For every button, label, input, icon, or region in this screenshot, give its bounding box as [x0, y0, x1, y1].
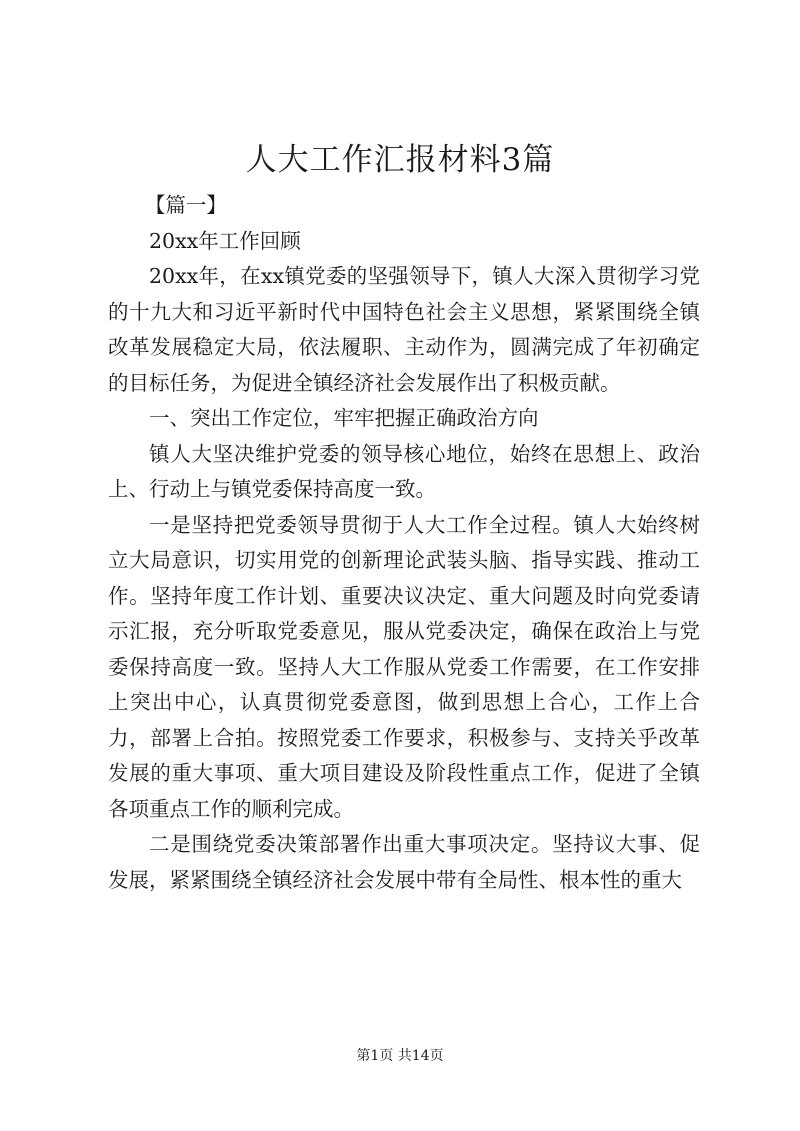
paragraph: 一是坚持把党委领导贯彻于人大工作全过程。镇人大始终树立大局意识，切实用党的创新理论武装头脑、指导实践、推动工作。坚持年度工作计划、重要决议决定、重大问题及时向党委请示汇报，充分听取党委意见，服从党委决定，确保在政治上与党委保持高度一致。坚持人大工作服从党委工作需要，在工作安排上突出中心，认真贯彻党委意图，做到思想上合心，工作上合力，部署上合拍。按照党委工作要求，积极参与、支持关乎改革发展的重大事项、重大项目建设及阶段性重点工作，促进了全镇各项重点工作的顺利完成。 — [108, 512, 700, 821]
paragraph: 镇人大坚决维护党委的领导核心地位，始终在思想上、政治上、行动上与镇党委保持高度一致。 — [108, 441, 700, 501]
section-label: 【篇一】 — [144, 193, 227, 217]
document-body — [108, 188, 700, 898]
subheading: 20xx年工作回顾 — [149, 228, 301, 253]
page-footer: 第1页 共14页 — [356, 1048, 444, 1064]
paragraph: 二是围绕党委决策部署作出重大事项决定。坚持议大事、促发展，紧紧围绕全镇经济社会发展中带有全局性、根本性的重大 — [108, 832, 700, 892]
document-title: 人大工作汇报材料3篇 — [245, 142, 555, 178]
paragraph: 20xx年，在xx镇党委的坚强领导下，镇人大深入贯彻学习党的十九大和习近平新时代中国特色社会主义思想，紧紧围绕全镇改革发展稳定大局，依法履职、主动作为，圆满完成了年初确定的目标任务，为促进全镇经济社会发展作出了积极贡献。 — [108, 264, 700, 395]
section-heading: 一、突出工作定位，牢牢把握正确政治方向 — [149, 406, 539, 430]
